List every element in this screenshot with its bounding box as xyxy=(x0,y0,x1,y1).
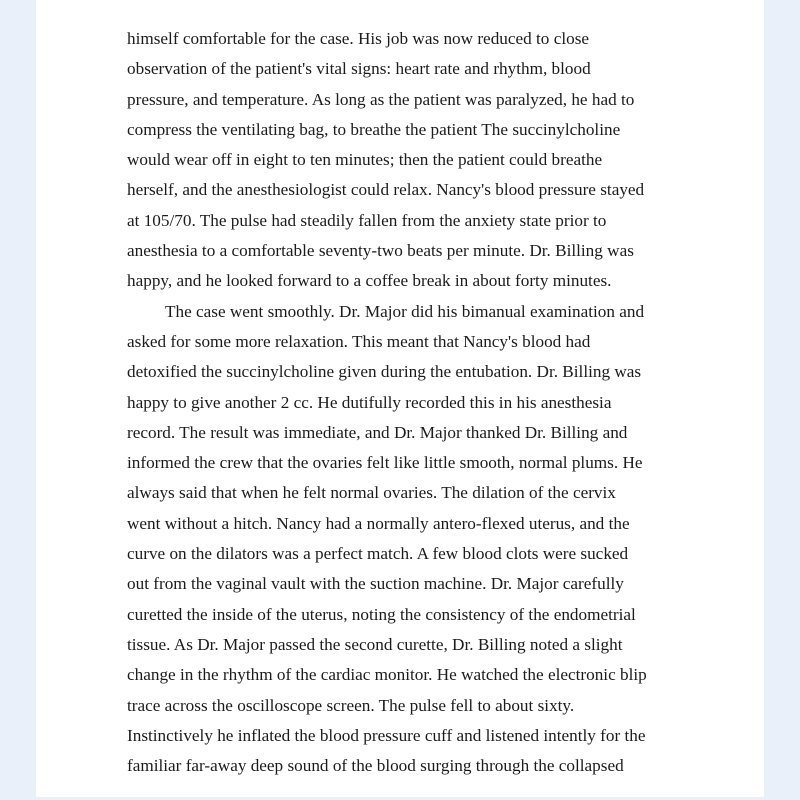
document-page xyxy=(36,0,764,797)
text-line: happy to give another 2 cc. He dutifully recorded this in his anesthesia xyxy=(127,392,612,412)
text-line: curetted the inside of the uterus, noting the consistency of the endometrial xyxy=(127,604,636,624)
text-line: anesthesia to a comfortable seventy-two beats per minute. Dr. Billing was xyxy=(127,241,634,261)
text-line: change in the rhythm of the cardiac monitor. He watched the electronic blip xyxy=(127,665,647,685)
text-line: always said that when he felt normal ovaries. The dilation of the cervix xyxy=(127,483,616,503)
text-line: informed the crew that the ovaries felt like little smooth, normal plums. He xyxy=(127,453,643,473)
body-text xyxy=(127,24,687,781)
text-line: happy, and he looked forward to a coffee break in about forty minutes. xyxy=(127,271,612,291)
text-line: familiar far-away deep sound of the blood surging through the collapsed xyxy=(127,756,624,776)
text-line: trace across the oscilloscope screen. The pulse fell to about sixty. xyxy=(127,695,575,715)
text-line: out from the vaginal vault with the suction machine. Dr. Major carefully xyxy=(127,574,624,594)
paragraph-start-line: The case went smoothly. Dr. Major did his bimanual examination and xyxy=(165,301,645,321)
text-line: compress the ventilating bag, to breathe the patient The succinylcholine xyxy=(127,119,621,139)
text-line: went without a hitch. Nancy had a normally antero-flexed uterus, and the xyxy=(127,513,630,533)
text-line: tissue. As Dr. Major passed the second curette, Dr. Billing noted a slight xyxy=(127,634,623,654)
text-line: himself comfortable for the case. His job was now reduced to close xyxy=(127,29,590,48)
text-line: Instinctively he inflated the blood pressure cuff and listened intently for the xyxy=(127,725,646,745)
text-line: pressure, and temperature. As long as the patient was paralyzed, he had to xyxy=(127,89,635,109)
text-line: curve on the dilators was a perfect match. A few blood clots were sucked xyxy=(127,544,629,564)
text-line: detoxified the succinylcholine given during the entubation. Dr. Billing was xyxy=(127,362,642,382)
text-line: record. The result was immediate, and Dr. Major thanked Dr. Billing and xyxy=(127,422,628,442)
text-line: observation of the patient's vital signs: heart rate and rhythm, blood xyxy=(127,59,591,79)
text-line: herself, and the anesthesiologist could relax. Nancy's blood pressure stayed xyxy=(127,180,645,200)
text-line: asked for some more relaxation. This meant that Nancy's blood had xyxy=(127,331,591,351)
text-line: at 105/70. The pulse had steadily fallen from the anxiety state prior to xyxy=(127,210,607,230)
text-line: would wear off in eight to ten minutes; then the patient could breathe xyxy=(127,150,603,170)
